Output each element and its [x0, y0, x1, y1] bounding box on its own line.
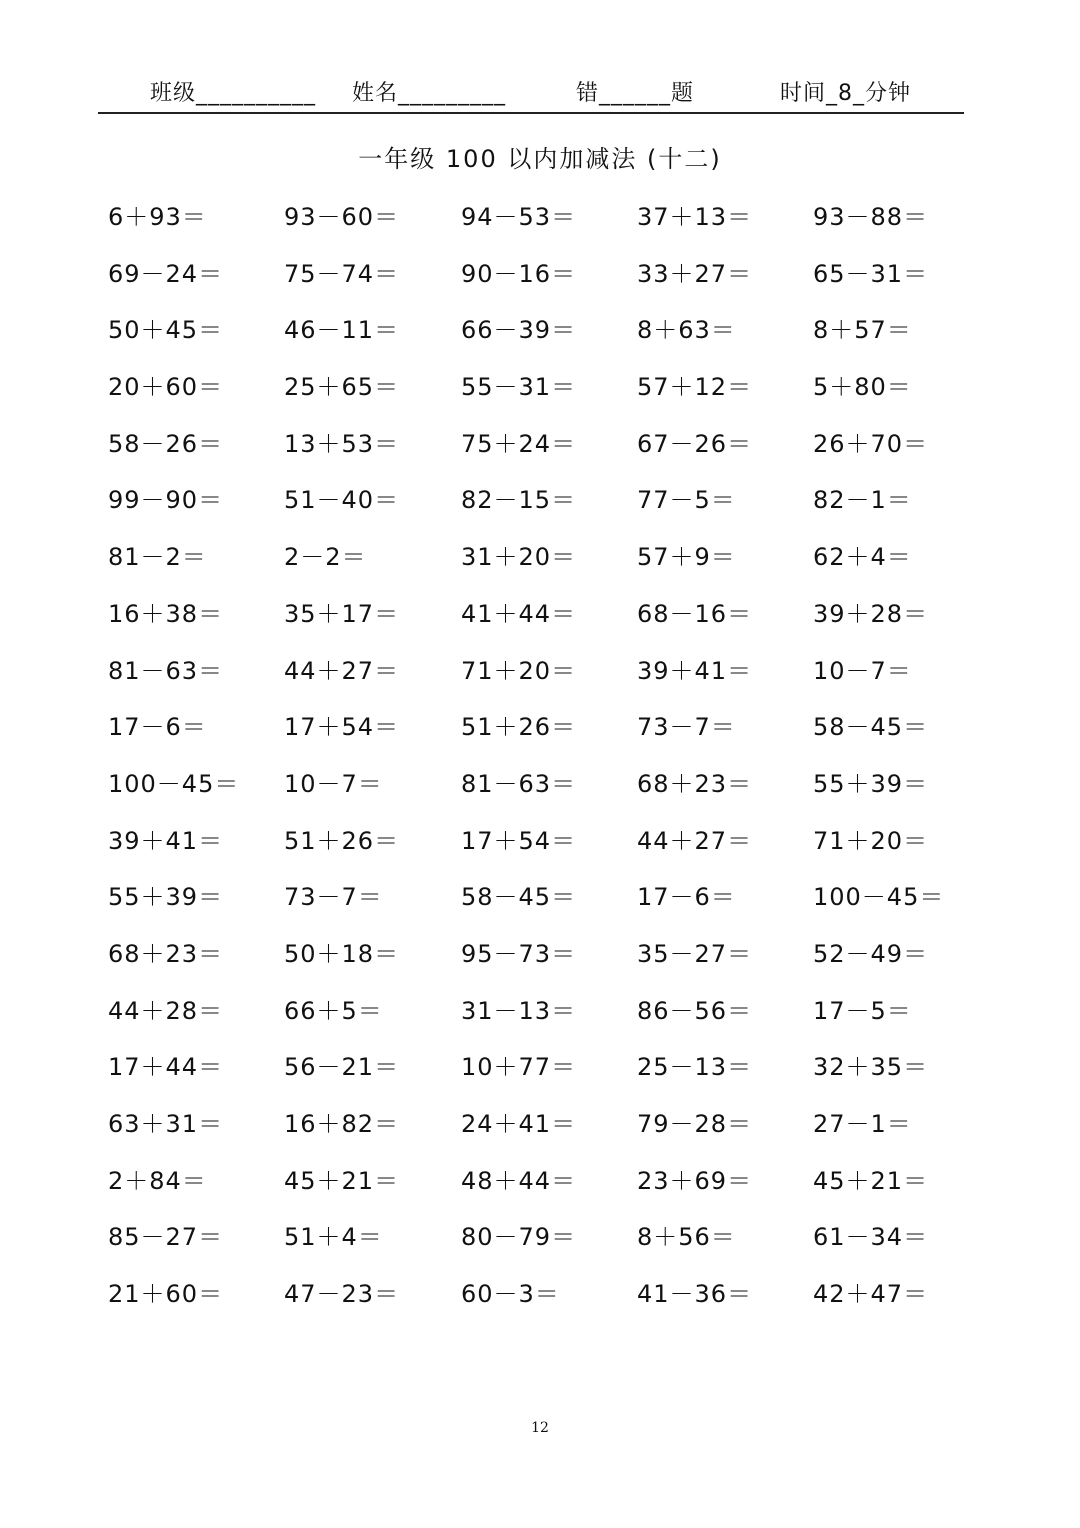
problem-cell: 26＋70＝	[813, 429, 929, 458]
problem-row	[0, 994, 1080, 1051]
problem-cell: 69－24＝	[108, 259, 224, 288]
problem-cell: 10＋77＝	[461, 1053, 577, 1082]
problem-cell: 10－7＝	[813, 656, 912, 685]
problem-cell: 71＋20＝	[461, 656, 577, 685]
problem-cell: 27－1＝	[813, 1110, 912, 1138]
problem-row	[0, 257, 1080, 314]
problem-cell: 50＋18＝	[284, 939, 400, 968]
problem-row	[0, 370, 1080, 427]
worksheet-header	[98, 80, 964, 114]
problem-cell: 23＋69＝	[637, 1166, 753, 1195]
problem-cell: 73－7＝	[637, 713, 736, 742]
problem-cell: 48＋44＝	[461, 1166, 577, 1195]
problem-cell: 68－16＝	[637, 599, 753, 628]
problem-row	[0, 313, 1080, 370]
problem-cell: 60－3＝	[461, 1280, 560, 1309]
problem-row	[0, 427, 1080, 484]
problem-grid	[0, 200, 1080, 1334]
problem-cell: 61－34＝	[813, 1223, 929, 1252]
problem-cell: 51＋26＝	[284, 826, 400, 855]
problem-cell: 51＋4＝	[284, 1223, 383, 1252]
problem-cell: 41＋44＝	[461, 599, 577, 628]
problem-cell: 82－1＝	[813, 486, 912, 515]
problem-row	[0, 1220, 1080, 1277]
problem-cell: 100－45＝	[108, 769, 240, 798]
problem-cell: 24＋41＝	[461, 1110, 577, 1138]
problem-cell: 33＋27＝	[637, 259, 753, 288]
problem-cell: 65－31＝	[813, 259, 929, 288]
name-field[interactable]: 姓名_________	[352, 81, 507, 106]
problem-cell: 46－11＝	[284, 316, 400, 345]
problem-cell: 68＋23＝	[637, 769, 753, 798]
problem-cell: 25＋65＝	[284, 373, 400, 402]
class-field[interactable]: 班级__________	[150, 81, 317, 106]
problem-cell: 99－90＝	[108, 486, 224, 515]
problem-cell: 67－26＝	[637, 429, 753, 458]
problem-row	[0, 880, 1080, 937]
problem-cell: 44＋27＝	[284, 656, 400, 685]
time-field: 时间_8_分钟	[780, 81, 911, 106]
worksheet-title: 一年级 100 以内加减法 (十二)	[358, 145, 722, 173]
problem-cell: 85－27＝	[108, 1223, 224, 1252]
problem-cell: 2－2＝	[284, 543, 367, 572]
problem-cell: 56－21＝	[284, 1053, 400, 1082]
problem-cell: 86－56＝	[637, 996, 753, 1025]
problem-cell: 51－40＝	[284, 486, 400, 515]
problem-cell: 35＋17＝	[284, 599, 400, 628]
problem-cell: 8＋63＝	[637, 316, 736, 345]
problem-cell: 55－31＝	[461, 373, 577, 402]
problem-cell: 20＋60＝	[108, 373, 224, 402]
problem-row	[0, 710, 1080, 767]
problem-cell: 17－5＝	[813, 996, 912, 1025]
problem-row	[0, 200, 1080, 257]
problem-cell: 68＋23＝	[108, 939, 224, 968]
problem-cell: 5＋80＝	[813, 373, 912, 402]
problem-cell: 82－15＝	[461, 486, 577, 515]
problem-cell: 35－27＝	[637, 939, 753, 968]
problem-cell: 63＋31＝	[108, 1110, 224, 1138]
problem-cell: 21＋60＝	[108, 1280, 224, 1309]
problem-cell: 17＋54＝	[461, 826, 577, 855]
problem-cell: 13＋53＝	[284, 429, 400, 458]
problem-cell: 41－36＝	[637, 1280, 753, 1309]
problem-cell: 16＋38＝	[108, 599, 224, 628]
problem-cell: 37＋13＝	[637, 203, 753, 231]
problem-cell: 44＋28＝	[108, 996, 224, 1025]
problem-cell: 42＋47＝	[813, 1280, 929, 1309]
problem-cell: 16＋82＝	[284, 1110, 400, 1138]
problem-row	[0, 540, 1080, 597]
problem-cell: 100－45＝	[813, 883, 945, 912]
problem-cell: 52－49＝	[813, 939, 929, 968]
problem-cell: 58－45＝	[461, 883, 577, 912]
problem-cell: 45＋21＝	[813, 1166, 929, 1195]
problem-row	[0, 1164, 1080, 1221]
problem-cell: 6＋93＝	[108, 203, 207, 231]
problem-cell: 31＋20＝	[461, 543, 577, 572]
problem-cell: 79－28＝	[637, 1110, 753, 1138]
problem-cell: 55＋39＝	[108, 883, 224, 912]
problem-row	[0, 1050, 1080, 1107]
problem-cell: 31－13＝	[461, 996, 577, 1025]
errors-field[interactable]: 错______题	[576, 81, 695, 106]
problem-cell: 2＋84＝	[108, 1166, 207, 1195]
problem-cell: 75－74＝	[284, 259, 400, 288]
problem-cell: 39＋41＝	[108, 826, 224, 855]
problem-cell: 50＋45＝	[108, 316, 224, 345]
problem-cell: 25－13＝	[637, 1053, 753, 1082]
problem-cell: 57＋12＝	[637, 373, 753, 402]
problem-cell: 17＋54＝	[284, 713, 400, 742]
problem-cell: 80－79＝	[461, 1223, 577, 1252]
problem-cell: 17－6＝	[637, 883, 736, 912]
problem-row	[0, 1277, 1080, 1334]
problem-cell: 39＋28＝	[813, 599, 929, 628]
problem-cell: 75＋24＝	[461, 429, 577, 458]
problem-cell: 58－26＝	[108, 429, 224, 458]
problem-cell: 58－45＝	[813, 713, 929, 742]
problem-cell: 32＋35＝	[813, 1053, 929, 1082]
problem-cell: 93－60＝	[284, 203, 400, 231]
problem-cell: 62＋4＝	[813, 543, 912, 572]
problem-cell: 51＋26＝	[461, 713, 577, 742]
problem-cell: 71＋20＝	[813, 826, 929, 855]
problem-cell: 8＋56＝	[637, 1223, 736, 1252]
problem-cell: 77－5＝	[637, 486, 736, 515]
problem-row	[0, 767, 1080, 824]
problem-cell: 95－73＝	[461, 939, 577, 968]
problem-row	[0, 654, 1080, 711]
problem-cell: 66＋5＝	[284, 996, 383, 1025]
problem-row	[0, 937, 1080, 994]
problem-cell: 73－7＝	[284, 883, 383, 912]
problem-cell: 66－39＝	[461, 316, 577, 345]
problem-row	[0, 1107, 1080, 1164]
problem-cell: 57＋9＝	[637, 543, 736, 572]
problem-cell: 10－7＝	[284, 769, 383, 798]
problem-cell: 17＋44＝	[108, 1053, 224, 1082]
problem-cell: 47－23＝	[284, 1280, 400, 1309]
problem-cell: 44＋27＝	[637, 826, 753, 855]
problem-row	[0, 483, 1080, 540]
problem-cell: 55＋39＝	[813, 769, 929, 798]
problem-cell: 81－63＝	[461, 769, 577, 798]
problem-cell: 81－63＝	[108, 656, 224, 685]
problem-cell: 39＋41＝	[637, 656, 753, 685]
problem-cell: 81－2＝	[108, 543, 207, 572]
problem-row	[0, 824, 1080, 881]
problem-cell: 94－53＝	[461, 203, 577, 231]
problem-row	[0, 597, 1080, 654]
page-number: 12	[531, 1420, 549, 1436]
problem-cell: 17－6＝	[108, 713, 207, 742]
problem-cell: 93－88＝	[813, 203, 929, 231]
problem-cell: 90－16＝	[461, 259, 577, 288]
problem-cell: 8＋57＝	[813, 316, 912, 345]
problem-cell: 45＋21＝	[284, 1166, 400, 1195]
